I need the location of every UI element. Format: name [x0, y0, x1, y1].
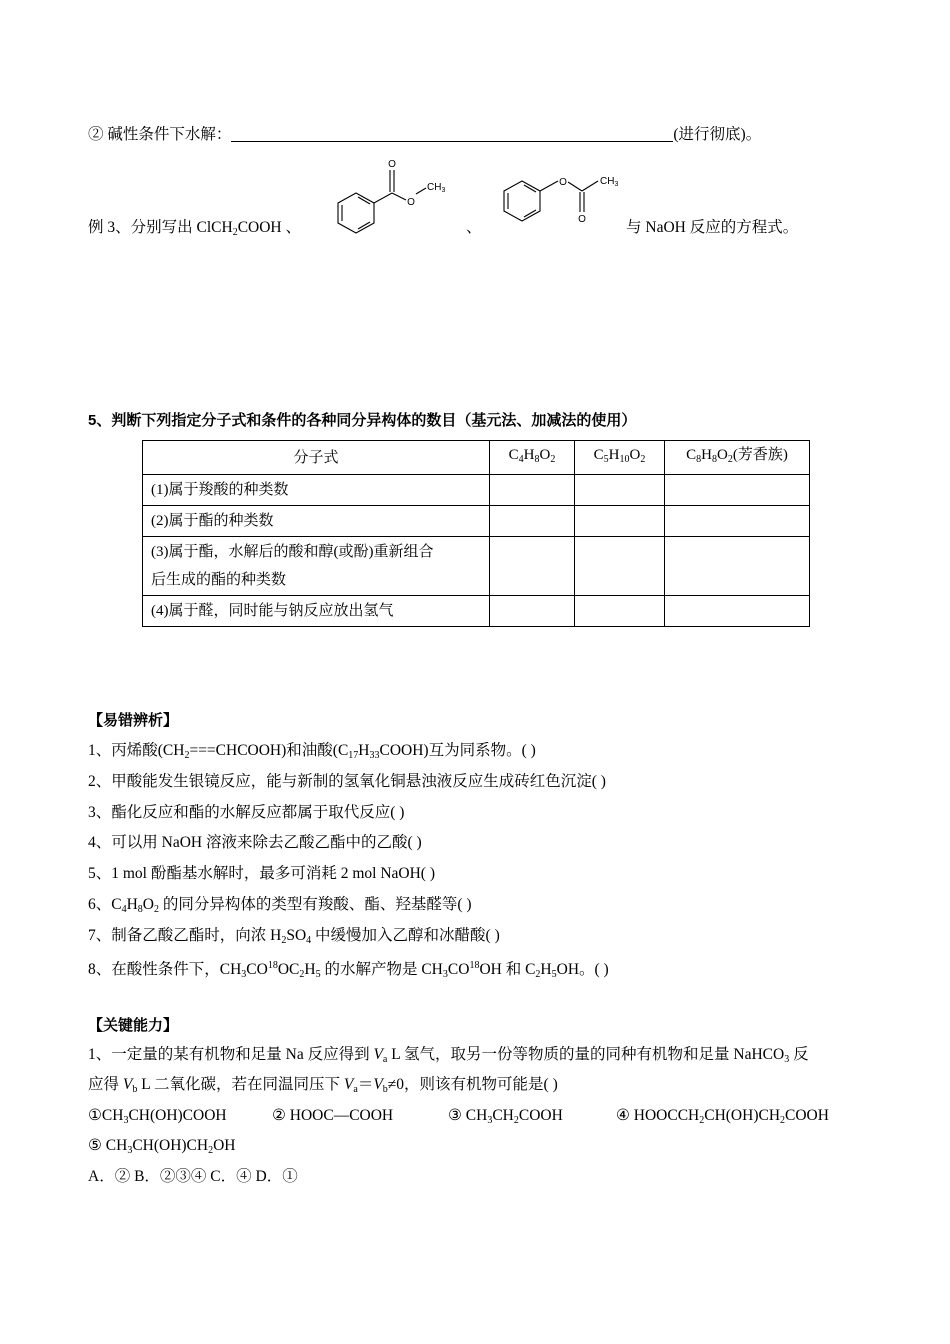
header-formula: 分子式	[143, 441, 490, 475]
answer-blank[interactable]	[231, 125, 673, 142]
hydrolysis-suffix: (进行彻底)。	[673, 126, 762, 143]
answer-cell[interactable]	[575, 475, 665, 506]
row-label: (1)属于羧酸的种类数	[143, 475, 490, 506]
hydrolysis-label: ② 碱性条件下水解：	[88, 126, 232, 143]
row-label: (2)属于酯的种类数	[143, 506, 490, 537]
option-5: ⑤ $CH_3CH(OH)CH_2OH$	[88, 1137, 236, 1156]
example3-suffix: 与 NaOH 反应的方程式。	[626, 219, 799, 236]
answer-cell[interactable]	[490, 475, 575, 506]
error-item-5: 5、1 mol 酚酯基水解时，最多可消耗 2 mol NaOH( )	[88, 865, 436, 882]
mol1-carbonyl-o: O	[388, 159, 396, 170]
option-1: $①CH_3CH(OH)COOH$	[88, 1107, 227, 1126]
key-question-line1: 1、一定量的某有机物和足量 Na 反应得到 $V_a$ L 氢气，取另一份等物质的量的同种有机物和足量 NaHCO$_3$ 反	[88, 1046, 809, 1065]
answer-cell[interactable]	[665, 506, 810, 537]
key-question-line2: 应得 $V_b$ L 二氧化碳，若在同温同压下 $V_a=V_b\ne 0$，则该有机物可能是( )	[88, 1076, 558, 1095]
mol1-ester-o: O	[407, 197, 415, 208]
answer-cell[interactable]	[665, 596, 810, 627]
mol1-methyl: $CH_3$	[427, 182, 446, 194]
answer-cell[interactable]	[490, 596, 575, 627]
mol2-methyl: $CH_3$	[600, 176, 619, 188]
mol2-ester-o: O	[559, 177, 567, 188]
example3-separator: 、	[466, 219, 482, 236]
example3-prefix: 例 3、分别写出 ClCH$_2$COOH 、	[88, 219, 301, 238]
table-row	[143, 475, 810, 506]
error-item-6: 6、$C_4H_8O_2$ 的同分异构体的类型有羧酸、酯、羟基醛等( )	[88, 896, 472, 915]
key-title: 【关键能力】	[88, 1017, 179, 1034]
table-row	[143, 596, 810, 627]
answer-cell[interactable]	[575, 537, 665, 596]
error-item-1: 1、丙烯酸$(CH_2===CHCOOH)$和油酸$(C_{17}H_{33}COOH)$互为同系物。( )	[88, 742, 536, 761]
table-row	[143, 506, 810, 537]
error-item-7: 7、制备乙酸乙酯时，向浓 $H_2SO_4$ 中缓慢加入乙醇和冰醋酸( )	[88, 927, 500, 946]
error-item-2: 2、甲酸能发生银镜反应，能与新制的氢氧化铜悬浊液反应生成砖红色沉淀( )	[88, 773, 606, 790]
error-item-4: 4、可以用 NaOH 溶液来除去乙酸乙酯中的乙酸( )	[88, 834, 422, 851]
methyl-benzoate-structure	[326, 156, 448, 236]
answer-cell[interactable]	[665, 537, 810, 596]
option-4: ④ $HOOCCH_2CH(OH)CH_2COOH$	[616, 1107, 829, 1126]
header-c5h10o2: $C_5H_{10}O_2$	[575, 441, 665, 475]
phenyl-acetate-structure	[494, 168, 628, 228]
error-item-8: 8、在酸性条件下，$CH_3CO^{18}OC_2H_5$ 的水解产物是 $CH_3CO^{18}OH$ 和 $C_2H_5OH$。( )	[88, 960, 609, 980]
error-item-3: 3、酯化反应和酯的水解反应都属于取代反应( )	[88, 804, 405, 821]
answer-cell[interactable]	[490, 537, 575, 596]
errors-title: 【易错辨析】	[88, 712, 179, 729]
row-label: (3)属于酯，水解后的酸和醇(或酚)重新组合 后生成的酯的种类数	[143, 537, 490, 596]
answer-choices[interactable]: A．② B．②③④ C．④ D．①	[88, 1168, 298, 1185]
section5-title: 5、判断下列指定分子式和条件的各种同分异构体的数目（基元法、加减法的使用）	[88, 412, 637, 429]
table-row	[143, 537, 810, 596]
answer-cell[interactable]	[575, 506, 665, 537]
option-2: ② HOOC—COOH	[272, 1107, 394, 1124]
header-c4h8o2: $C_4H_8O_2$	[490, 441, 575, 475]
mol2-carbonyl-o: O	[578, 214, 586, 225]
isomer-table	[142, 440, 810, 627]
hydrolysis-line	[88, 125, 761, 145]
row-label: (4)属于醛，同时能与钠反应放出氢气	[143, 596, 490, 627]
answer-cell[interactable]	[490, 506, 575, 537]
option-3: ③ $CH_3CH_2COOH$	[448, 1107, 563, 1126]
header-c8h8o2: $C_8H_8O_2$(芳香族)	[665, 441, 810, 475]
answer-cell[interactable]	[665, 475, 810, 506]
answer-cell[interactable]	[575, 596, 665, 627]
